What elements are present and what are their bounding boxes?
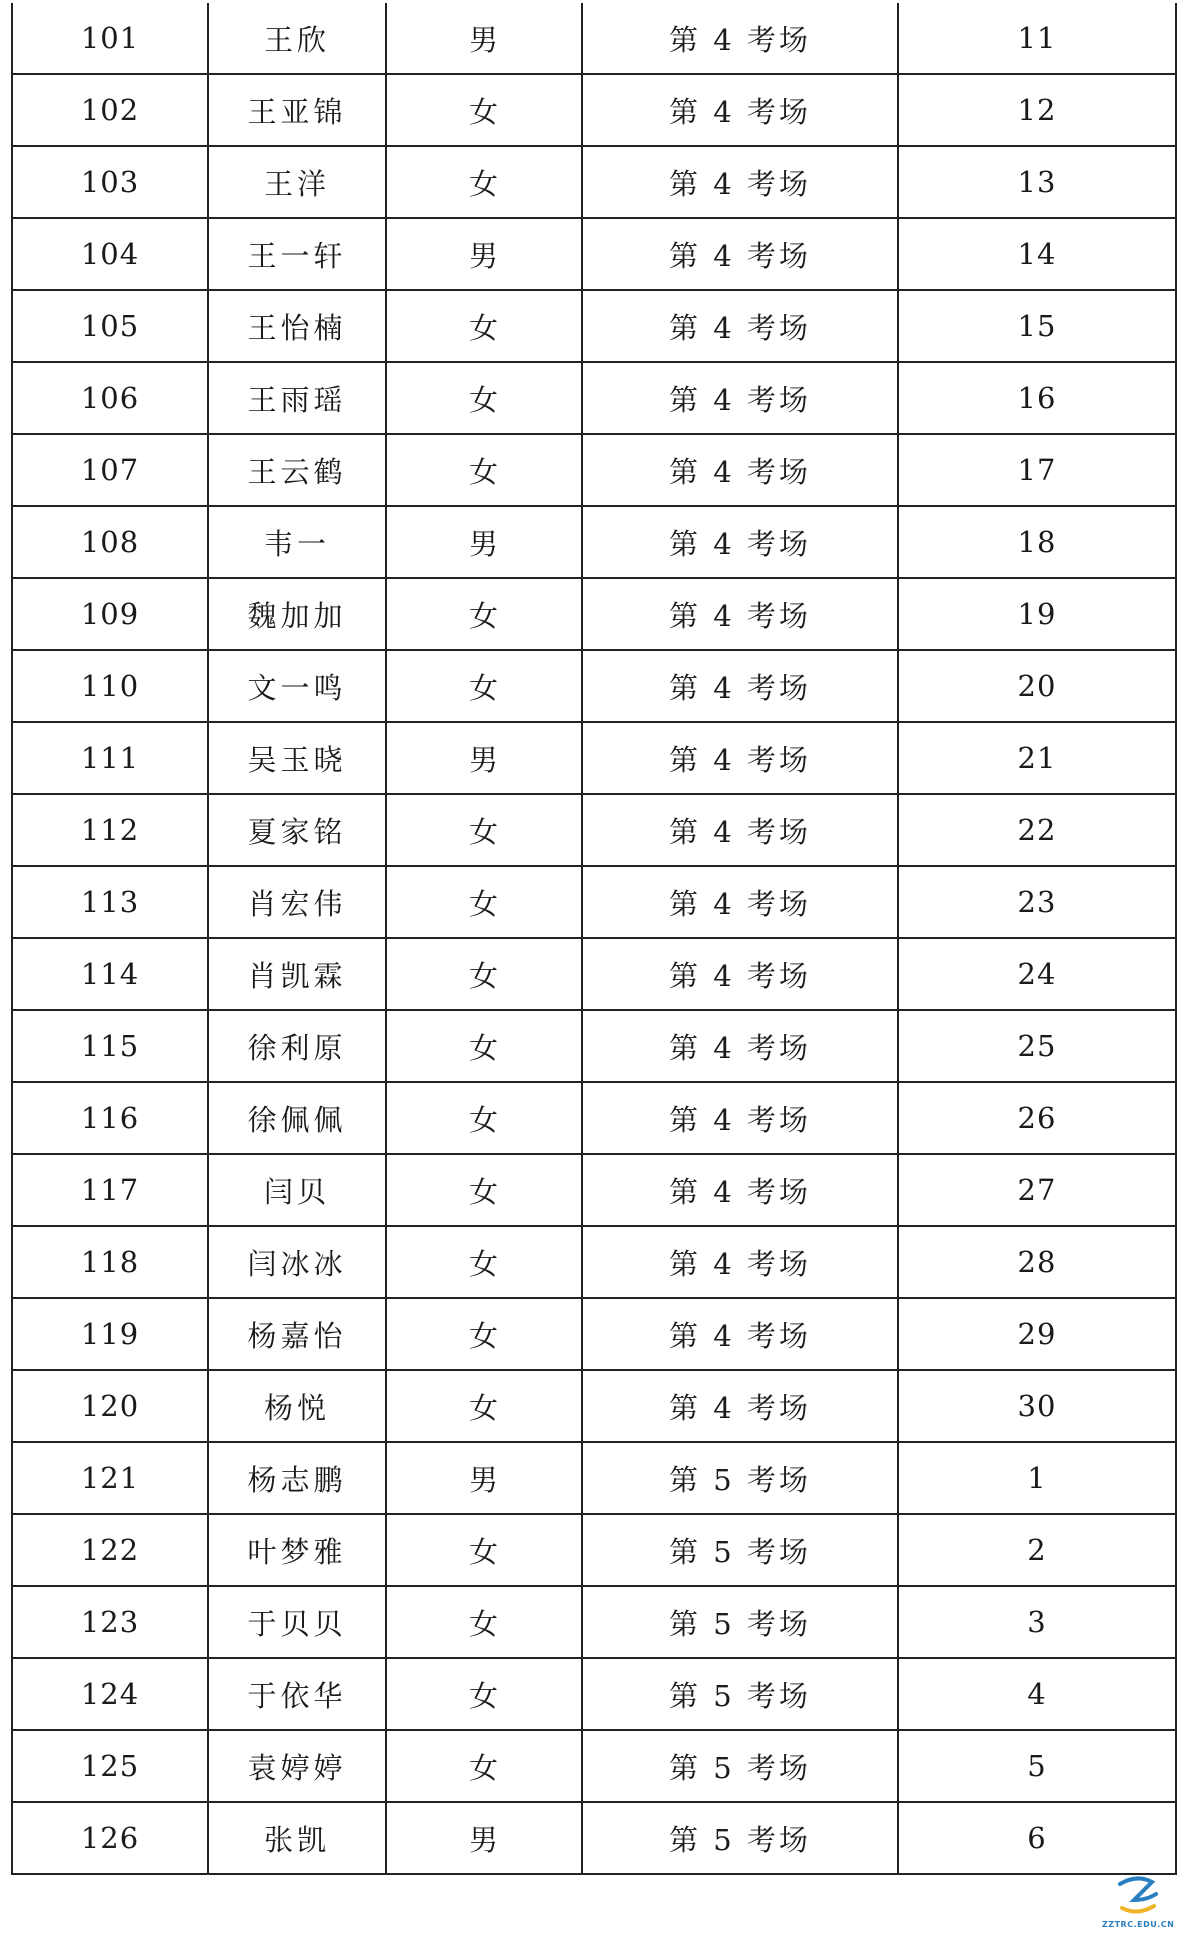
name-cell: 于贝贝 [208, 1586, 386, 1658]
exam-room-cell: 第 4 考场 [582, 3, 898, 74]
row-number-cell: 116 [12, 1082, 208, 1154]
exam-room-cell: 第 5 考场 [582, 1730, 898, 1802]
seat-number-cell: 14 [898, 218, 1176, 290]
gender-cell: 女 [386, 362, 582, 434]
row-number-cell: 121 [12, 1442, 208, 1514]
seat-number-cell: 3 [898, 1586, 1176, 1658]
name-cell: 王亚锦 [208, 74, 386, 146]
gender-cell: 女 [386, 1082, 582, 1154]
seat-number-cell: 18 [898, 506, 1176, 578]
exam-room-cell: 第 4 考场 [582, 434, 898, 506]
seat-number-cell: 17 [898, 434, 1176, 506]
seat-number-cell: 4 [898, 1658, 1176, 1730]
row-number-cell: 104 [12, 218, 208, 290]
gender-cell: 女 [386, 938, 582, 1010]
seat-number-cell: 20 [898, 650, 1176, 722]
table-row [12, 1586, 1176, 1658]
table-row [12, 1370, 1176, 1442]
name-cell: 袁婷婷 [208, 1730, 386, 1802]
name-cell: 肖凯霖 [208, 938, 386, 1010]
seat-number-cell: 29 [898, 1298, 1176, 1370]
table-row [12, 1154, 1176, 1226]
name-cell: 肖宏伟 [208, 866, 386, 938]
exam-room-cell: 第 5 考场 [582, 1802, 898, 1874]
gender-cell: 女 [386, 1658, 582, 1730]
watermark [1102, 1870, 1175, 1929]
name-cell: 徐利原 [208, 1010, 386, 1082]
gender-cell: 女 [386, 578, 582, 650]
name-cell: 张凯 [208, 1802, 386, 1874]
name-cell: 夏家铭 [208, 794, 386, 866]
table-row [12, 3, 1176, 74]
row-number-cell: 119 [12, 1298, 208, 1370]
gender-cell: 女 [386, 1370, 582, 1442]
name-cell: 王云鹤 [208, 434, 386, 506]
row-number-cell: 106 [12, 362, 208, 434]
name-cell: 叶梦雅 [208, 1514, 386, 1586]
seat-number-cell: 2 [898, 1514, 1176, 1586]
row-number-cell: 105 [12, 290, 208, 362]
name-cell: 王雨瑶 [208, 362, 386, 434]
table-row [12, 1082, 1176, 1154]
seat-number-cell: 11 [898, 3, 1176, 74]
row-number-cell: 110 [12, 650, 208, 722]
gender-cell: 男 [386, 722, 582, 794]
exam-room-cell: 第 4 考场 [582, 218, 898, 290]
exam-room-cell: 第 4 考场 [582, 1154, 898, 1226]
exam-room-cell: 第 5 考场 [582, 1586, 898, 1658]
row-number-cell: 114 [12, 938, 208, 1010]
row-number-cell: 120 [12, 1370, 208, 1442]
seat-number-cell: 27 [898, 1154, 1176, 1226]
name-cell: 王洋 [208, 146, 386, 218]
table-row [12, 1658, 1176, 1730]
seat-number-cell: 24 [898, 938, 1176, 1010]
name-cell: 魏加加 [208, 578, 386, 650]
seat-number-cell: 13 [898, 146, 1176, 218]
exam-room-cell: 第 4 考场 [582, 1226, 898, 1298]
table-row [12, 1730, 1176, 1802]
seat-number-cell: 26 [898, 1082, 1176, 1154]
gender-cell: 男 [386, 1442, 582, 1514]
table-row [12, 1442, 1176, 1514]
table-row [12, 938, 1176, 1010]
exam-room-cell: 第 4 考场 [582, 794, 898, 866]
name-cell: 王怡楠 [208, 290, 386, 362]
gender-cell: 女 [386, 1226, 582, 1298]
table-row [12, 794, 1176, 866]
seat-number-cell: 25 [898, 1010, 1176, 1082]
name-cell: 吴玉晓 [208, 722, 386, 794]
table-row [12, 74, 1176, 146]
gender-cell: 女 [386, 290, 582, 362]
exam-room-cell: 第 4 考场 [582, 1298, 898, 1370]
gender-cell: 女 [386, 650, 582, 722]
table-row [12, 218, 1176, 290]
seat-number-cell: 6 [898, 1802, 1176, 1874]
row-number-cell: 108 [12, 506, 208, 578]
seat-number-cell: 28 [898, 1226, 1176, 1298]
gender-cell: 女 [386, 794, 582, 866]
exam-room-cell: 第 4 考场 [582, 866, 898, 938]
row-number-cell: 111 [12, 722, 208, 794]
seat-number-cell: 21 [898, 722, 1176, 794]
exam-room-cell: 第 4 考场 [582, 506, 898, 578]
name-cell: 文一鸣 [208, 650, 386, 722]
name-cell: 杨嘉怡 [208, 1298, 386, 1370]
exam-room-cell: 第 4 考场 [582, 722, 898, 794]
table-row [12, 1226, 1176, 1298]
seat-number-cell: 1 [898, 1442, 1176, 1514]
name-cell: 杨志鹏 [208, 1442, 386, 1514]
exam-room-cell: 第 4 考场 [582, 74, 898, 146]
site-logo-icon [1112, 1870, 1162, 1920]
name-cell: 王欣 [208, 3, 386, 74]
row-number-cell: 109 [12, 578, 208, 650]
exam-room-cell: 第 4 考场 [582, 1010, 898, 1082]
row-number-cell: 103 [12, 146, 208, 218]
table-row [12, 434, 1176, 506]
gender-cell: 女 [386, 1298, 582, 1370]
seat-number-cell: 5 [898, 1730, 1176, 1802]
gender-cell: 男 [386, 3, 582, 74]
exam-room-cell: 第 5 考场 [582, 1514, 898, 1586]
seat-number-cell: 16 [898, 362, 1176, 434]
exam-room-cell: 第 4 考场 [582, 650, 898, 722]
row-number-cell: 123 [12, 1586, 208, 1658]
seat-number-cell: 22 [898, 794, 1176, 866]
name-cell: 于依华 [208, 1658, 386, 1730]
table-row [12, 866, 1176, 938]
name-cell: 闫冰冰 [208, 1226, 386, 1298]
row-number-cell: 107 [12, 434, 208, 506]
gender-cell: 女 [386, 434, 582, 506]
name-cell: 韦一 [208, 506, 386, 578]
table-row [12, 1802, 1176, 1874]
gender-cell: 女 [386, 1010, 582, 1082]
exam-room-cell: 第 4 考场 [582, 146, 898, 218]
table-row [12, 1010, 1176, 1082]
exam-room-cell: 第 5 考场 [582, 1442, 898, 1514]
table-row [12, 362, 1176, 434]
table-row [12, 650, 1176, 722]
seat-number-cell: 12 [898, 74, 1176, 146]
gender-cell: 女 [386, 1514, 582, 1586]
seat-number-cell: 19 [898, 578, 1176, 650]
seat-number-cell: 23 [898, 866, 1176, 938]
exam-seating-table-container [11, 3, 1175, 1875]
row-number-cell: 102 [12, 74, 208, 146]
gender-cell: 男 [386, 506, 582, 578]
seat-number-cell: 30 [898, 1370, 1176, 1442]
table-row [12, 146, 1176, 218]
name-cell: 杨悦 [208, 1370, 386, 1442]
row-number-cell: 101 [12, 3, 208, 74]
gender-cell: 女 [386, 1586, 582, 1658]
row-number-cell: 122 [12, 1514, 208, 1586]
gender-cell: 女 [386, 1154, 582, 1226]
row-number-cell: 113 [12, 866, 208, 938]
exam-room-cell: 第 4 考场 [582, 362, 898, 434]
exam-room-cell: 第 4 考场 [582, 938, 898, 1010]
gender-cell: 女 [386, 1730, 582, 1802]
seat-number-cell: 15 [898, 290, 1176, 362]
gender-cell: 女 [386, 74, 582, 146]
exam-room-cell: 第 4 考场 [582, 578, 898, 650]
row-number-cell: 125 [12, 1730, 208, 1802]
row-number-cell: 124 [12, 1658, 208, 1730]
gender-cell: 女 [386, 146, 582, 218]
exam-room-cell: 第 5 考场 [582, 1658, 898, 1730]
gender-cell: 女 [386, 866, 582, 938]
exam-room-cell: 第 4 考场 [582, 1082, 898, 1154]
row-number-cell: 115 [12, 1010, 208, 1082]
table-row [12, 506, 1176, 578]
name-cell: 闫贝 [208, 1154, 386, 1226]
table-row [12, 1298, 1176, 1370]
exam-seating-table [11, 3, 1177, 1875]
table-row [12, 290, 1176, 362]
row-number-cell: 126 [12, 1802, 208, 1874]
table-row [12, 578, 1176, 650]
watermark-text: ZZTRC.EDU.CN [1102, 1920, 1175, 1929]
table-row [12, 1514, 1176, 1586]
row-number-cell: 118 [12, 1226, 208, 1298]
gender-cell: 男 [386, 218, 582, 290]
name-cell: 徐佩佩 [208, 1082, 386, 1154]
exam-room-cell: 第 4 考场 [582, 290, 898, 362]
table-row [12, 722, 1176, 794]
name-cell: 王一轩 [208, 218, 386, 290]
row-number-cell: 112 [12, 794, 208, 866]
gender-cell: 男 [386, 1802, 582, 1874]
exam-room-cell: 第 4 考场 [582, 1370, 898, 1442]
row-number-cell: 117 [12, 1154, 208, 1226]
